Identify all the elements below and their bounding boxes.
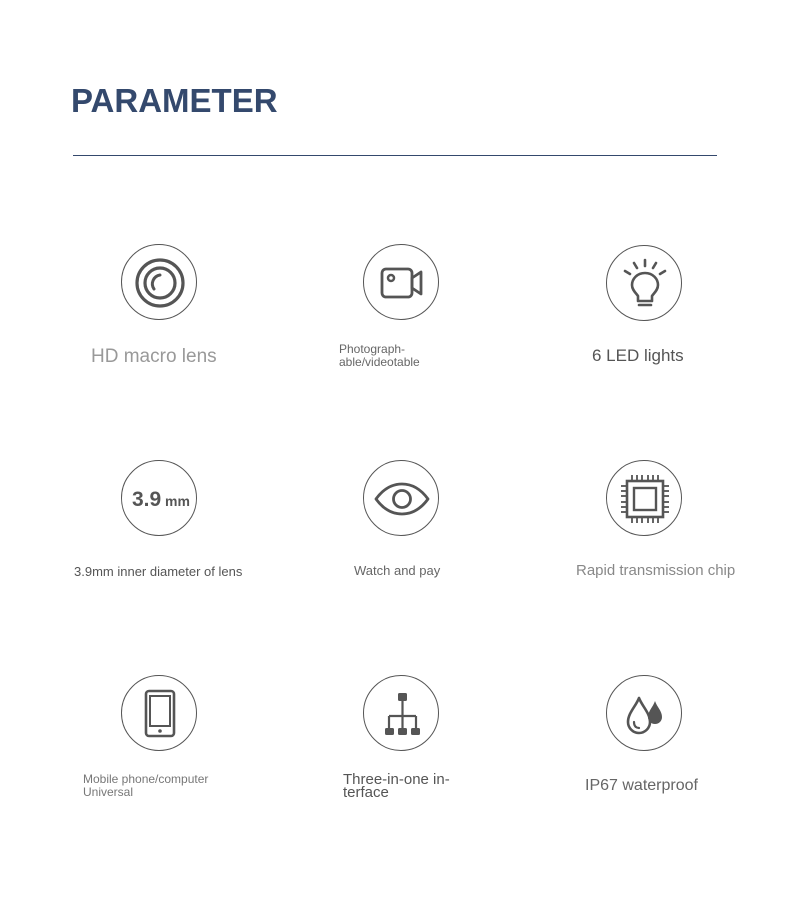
feature-label-photo [339,343,459,369]
tablet-icon [121,675,197,751]
light-bulb-icon [606,245,682,321]
feature-label-interface-line1: Three-in-one in- [343,771,450,788]
water-drop-icon [606,675,682,751]
network-icon [363,675,439,751]
feature-label-mobile-line1: Mobile phone/computer [83,772,209,786]
page-title: PARAMETER [71,82,278,119]
diameter-unit: mm [165,493,190,509]
lens-icon [121,244,197,320]
feature-label-waterproof: IP67 waterproof [585,777,698,794]
feature-label-interface [343,773,473,799]
diameter-icon [121,460,197,536]
feature-label-chip: Rapid transmission chip [576,562,736,579]
feature-label-led: 6 LED lights [592,346,684,365]
video-camera-icon [363,244,439,320]
feature-label-diameter: 3.9mm inner diameter of lens [74,564,243,579]
feature-label-photo-line2: able/videotable [339,355,420,369]
feature-label-mobile-line2: Universal [83,785,134,799]
title-divider [73,155,717,156]
feature-label-mobile [83,773,233,799]
feature-label-watch: Watch and pay [354,563,441,578]
chip-icon [606,460,682,536]
diameter-number: 3.9 [132,488,162,511]
feature-label-lens: HD macro lens [91,346,217,367]
feature-label-photo-line1: Photograph- [339,342,406,356]
feature-label-interface-line2: terface [343,784,389,801]
eye-icon [363,460,439,536]
